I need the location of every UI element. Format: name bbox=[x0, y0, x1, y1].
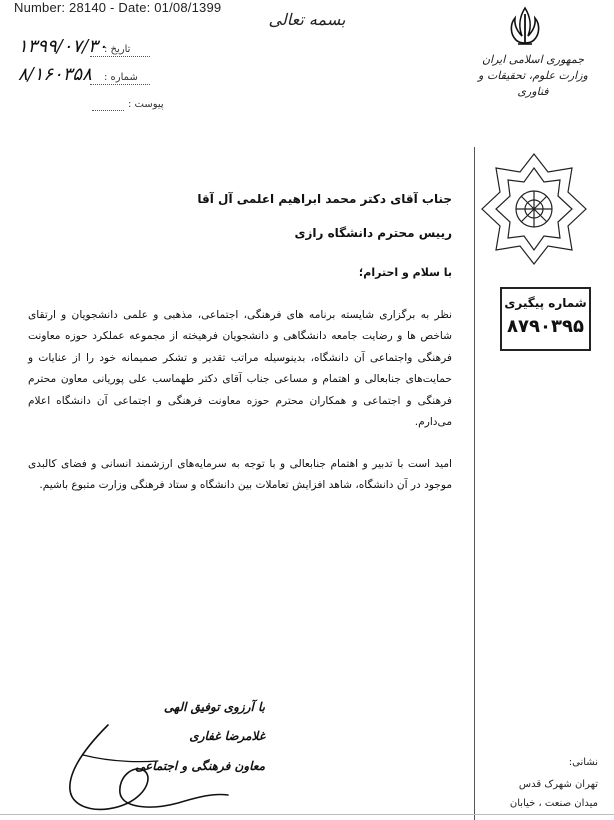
bismillah-heading: بسمه تعالی bbox=[268, 10, 346, 29]
number-value: ۸/۱۶۰۳۵۸ bbox=[18, 64, 92, 85]
tracking-label: شماره پیگیری bbox=[504, 296, 587, 310]
date-value: ۱۳۹۹/۰۷/۳۰ bbox=[18, 36, 108, 57]
ministry-line-2: وزارت علوم، تحقیقات و فناوری bbox=[478, 69, 588, 98]
address-label: نشانی: bbox=[568, 757, 598, 768]
signatory-name: غلامرضا غفاری bbox=[189, 729, 265, 743]
islamic-ornament-icon bbox=[478, 150, 590, 268]
handwritten-signature bbox=[48, 715, 238, 820]
ministry-title bbox=[478, 52, 588, 100]
address-line-2: میدان صنعت ، خیابان bbox=[509, 798, 598, 809]
tracking-number: ۸۷۹۰۳۹۵ bbox=[507, 316, 584, 337]
scan-header-meta: Number: 28140 - Date: 01/08/1399 bbox=[14, 0, 222, 15]
address-line-1: تهران شهرک قدس bbox=[518, 779, 598, 790]
attachment-label: پیوست : bbox=[128, 99, 164, 110]
signatory-title: معاون فرهنگی و اجتماعی bbox=[135, 759, 265, 773]
addressee-name: جناب آقای دکتر محمد ابراهیم اعلمی آل آقا bbox=[197, 192, 452, 206]
number-line bbox=[90, 83, 150, 85]
iran-emblem-icon bbox=[500, 2, 550, 52]
attachment-line bbox=[92, 109, 124, 111]
body-paragraph-2: امید است با تدبیر و اهتمام جنابعالی و با توجه به سرمایه‌های ارزشمند انسانی و فضای کالبدی موجود در آن دانشگاه، شاهد افزایش تعاملات بین دانشگاه و ستاد فرهنگی وزارت متبوع باشیم. bbox=[28, 458, 452, 492]
body-paragraph-1: نظر به برگزاری شایسته برنامه های فرهنگی، اجتماعی، مذهبی و علمی دانشجویان و ارتقای شاخص ها و رضایت جامعه دانشگاهی و دانشجویان فرهیخته از مجموعه عملکرد حوزه معاونت فرهنگی واجتماعی آن دانشگاه، بدینوسیله مراتب تقدیر و تشکر صمیمانه خود را از عنایات و حمایت‌های جنابعالی و اهتمام و مساعی جناب آقای دکتر طهماسب علی پوریانی معاون محترم فرهنگی و اجتماعی و همکاران محترم حوزه معاونت فرهنگی و اجتماعی آن دانشگاه اعلام می‌دارم. bbox=[28, 309, 452, 429]
addressee-title: رییس محترم دانشگاه رازی bbox=[294, 226, 452, 240]
page-bottom-edge bbox=[0, 814, 614, 815]
ministry-line-1: جمهوری اسلامی ایران bbox=[481, 53, 585, 66]
signature-closing: با آرزوی توفیق الهی bbox=[163, 700, 265, 714]
date-label: تاریخ : bbox=[104, 44, 131, 55]
greeting: با سلام و احترام؛ bbox=[358, 266, 452, 279]
number-label: شماره : bbox=[104, 72, 138, 83]
tracking-number-box bbox=[500, 287, 591, 351]
margin-divider bbox=[474, 147, 475, 820]
